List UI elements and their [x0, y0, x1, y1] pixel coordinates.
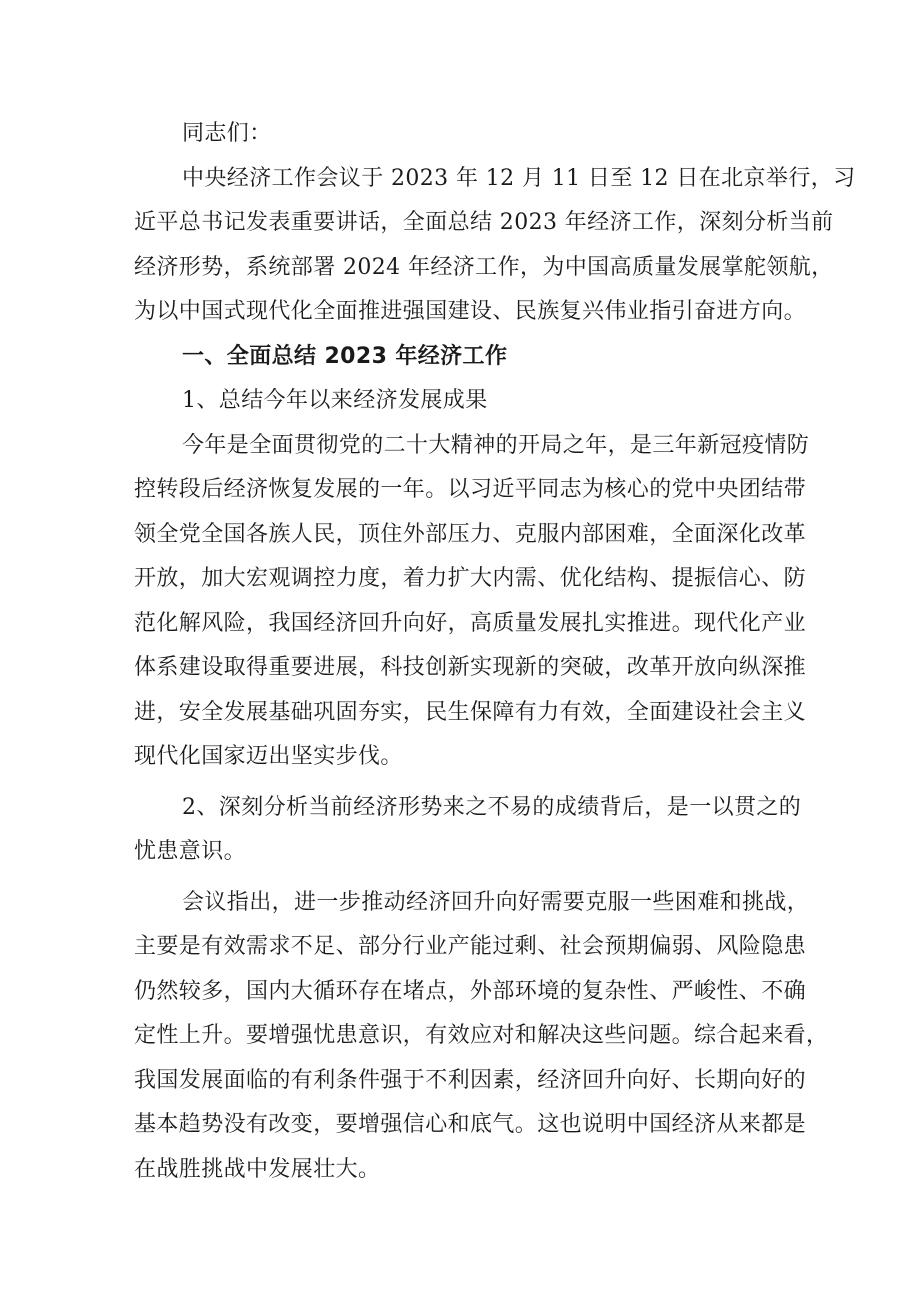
intro-line: 中央经济工作会议于 2023 年 12 月 11 日至 12 日在北京举行，习 [182, 165, 856, 191]
paragraph-line: 基本趋势没有改变，要增强信心和底气。这也说明中国经济从来都是 [134, 1112, 807, 1137]
paragraph-line: 体系建设取得重要进展，科技创新实现新的突破，改革开放向纵深推 [134, 655, 807, 680]
paragraph-line: 进，安全发展基础巩固夯实，民生保障有力有效，全面建设社会主义 [134, 699, 807, 725]
intro-line: 近平总书记发表重要讲话，全面总结 2023 年经济工作，深刻分析当前 [134, 210, 834, 235]
subheading-2 [134, 786, 802, 875]
subheading-line: 忧患意识。 [134, 839, 247, 864]
paragraph-line: 现代化国家迈出坚实步伐。 [134, 744, 403, 769]
paragraph-situation [134, 881, 829, 1193]
document-body [134, 112, 856, 1192]
paragraph-line: 开放，加大宏观调控力度，着力扩大内需、优化结构、提振信心、防 [134, 566, 807, 591]
paragraph-line: 仍然较多，国内大循环存在堵点，外部环境的复杂性、严峻性、不确 [134, 978, 807, 1004]
paragraph-line: 定性上升。要增强忧患意识，有效应对和解决这些问题。综合起来看， [134, 1023, 829, 1048]
intro-line: 为以中国式现代化全面推进强国建设、民族复兴伟业指引奋进方向。 [134, 299, 807, 324]
paragraph-line: 今年是全面贯彻党的二十大精神的开局之年，是三年新冠疫情防 [182, 432, 810, 458]
paragraph-line: 领全党全国各族人民，顶住外部压力、克服内部困难，全面深化改革 [134, 521, 807, 547]
paragraph-line: 我国发展面临的有利条件强于不利因素，经济回升向好、长期向好的 [134, 1067, 807, 1093]
section-heading: 一、全面总结 2023 年经济工作 [182, 343, 508, 369]
subheading-line: 2、深刻分析当前经济形势来之不易的成绩背后，是一以贯之的 [182, 794, 802, 820]
paragraph-line: 在战胜挑战中发展壮大。 [134, 1156, 381, 1182]
paragraph-line: 主要是有效需求不足、部分行业产能过剩、社会预期偏弱、风险隐患 [134, 934, 807, 959]
salutation: 同志们： [182, 121, 272, 146]
paragraph-line: 范化解风险，我国经济回升向好，高质量发展扎实推进。现代化产业 [134, 610, 807, 636]
paragraph-line: 会议指出，进一步推动经济回升向好需要克服一些困难和挑战， [182, 889, 810, 915]
subheading-1: 1、总结今年以来经济发展成果 [182, 388, 488, 413]
intro-line: 经济形势，系统部署 2024 年经济工作，为中国高质量发展掌舵领航， [134, 254, 834, 280]
paragraph-line: 控转段后经济恢复发展的一年。以习近平同志为核心的党中央团结带 [134, 477, 807, 502]
paragraph-achievements [134, 424, 810, 780]
intro-paragraph [134, 157, 856, 335]
